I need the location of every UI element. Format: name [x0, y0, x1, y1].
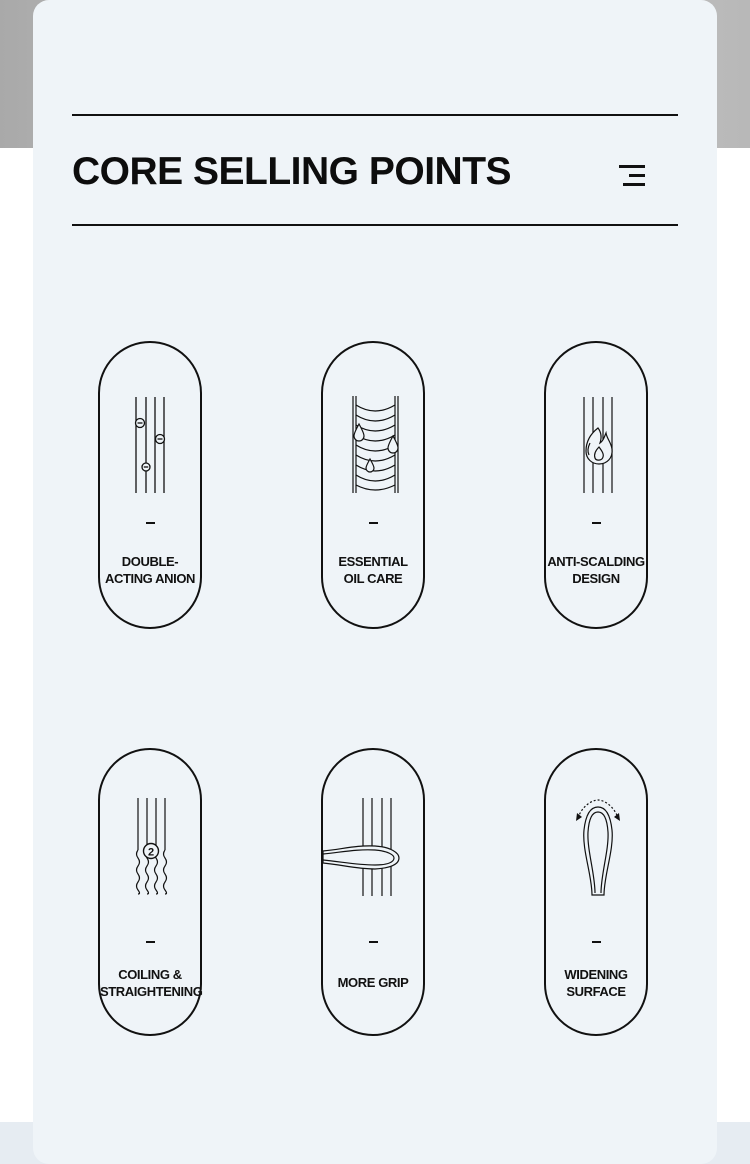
separator-dash: [592, 522, 601, 524]
selling-points-card: [33, 0, 717, 1164]
oil-drops-icon: [323, 343, 423, 523]
separator-dash: [369, 941, 378, 943]
bottom-divider: [72, 224, 678, 226]
top-divider: [72, 114, 678, 116]
feature-label: ESSENTIAL OIL CARE: [338, 554, 408, 586]
feature-double-acting-anion: [98, 341, 202, 629]
feature-coiling-straightening: [98, 748, 202, 1036]
menu-icon[interactable]: [619, 165, 645, 187]
feature-label: COILING & STRAIGHTENING: [100, 967, 203, 999]
curl-straight-icon: [100, 750, 200, 930]
feature-anti-scalding-design: [544, 341, 648, 629]
feature-label: WIDENING SURFACE: [564, 967, 628, 999]
anion-icon: [100, 343, 200, 523]
separator-dash: [146, 522, 155, 524]
page-title: CORE SELLING POINTS: [72, 150, 512, 193]
feature-label: MORE GRIP: [337, 975, 409, 990]
feature-more-grip: [321, 748, 425, 1036]
separator-dash: [369, 522, 378, 524]
separator-dash: [592, 941, 601, 943]
flame-icon: [546, 343, 646, 523]
feature-essential-oil-care: [321, 341, 425, 629]
curl-badge: 2: [147, 846, 155, 859]
grip-plate-icon: [323, 750, 423, 930]
feature-widening-surface: [544, 748, 648, 1036]
separator-dash: [146, 941, 155, 943]
feature-label: DOUBLE- ACTING ANION: [104, 554, 196, 586]
widening-plate-icon: [546, 750, 646, 930]
feature-label: ANTI-SCALDING DESIGN: [547, 554, 645, 586]
